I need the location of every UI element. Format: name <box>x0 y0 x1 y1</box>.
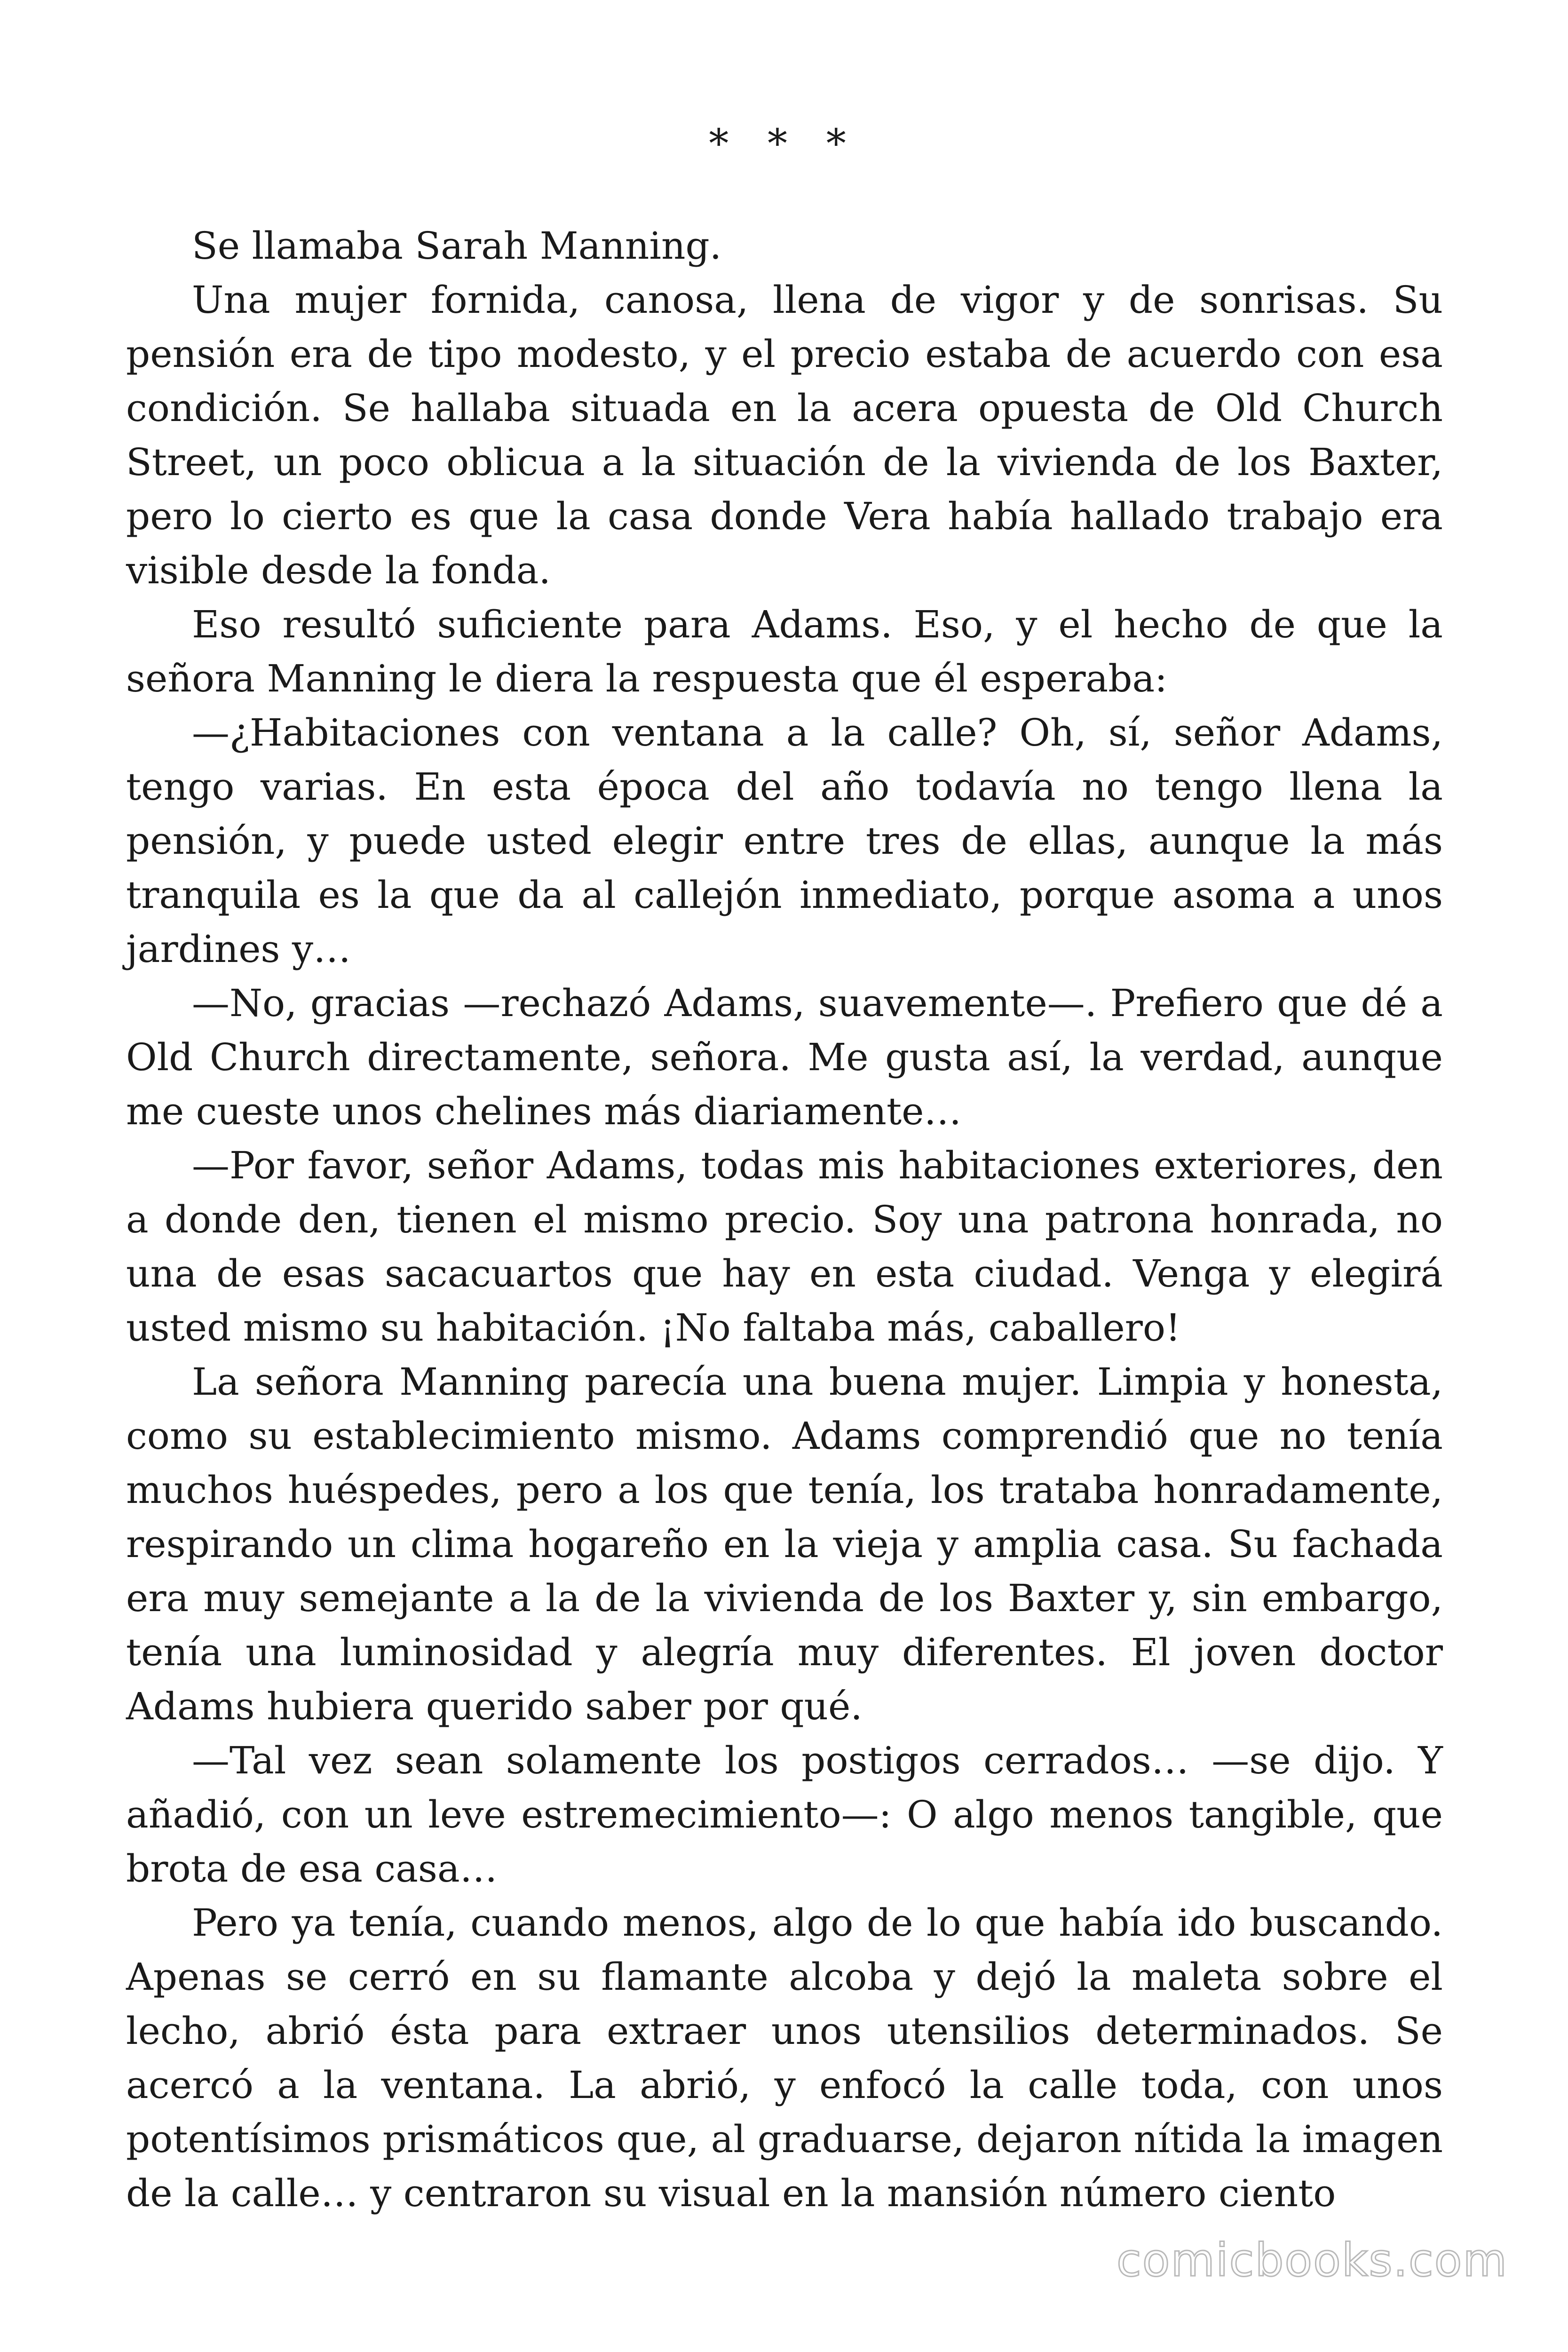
body-text <box>126 219 1443 2220</box>
watermark: comicbooks.com <box>1116 2234 1508 2287</box>
paragraph: Eso resultó suficiente para Adams. Eso, y el hecho de que la señora Manning le diera la respuesta que él esperaba: <box>126 603 1443 700</box>
paragraph: Se llamaba Sarah Manning. <box>192 224 722 268</box>
paragraph: —No, gracias —rechazó Adams, suavemente—. Prefiero que dé a Old Church directamente, señora. Me gusta así, la verdad, aunque me cueste unos chelines más diariamente… <box>126 981 1443 1133</box>
paragraph: Pero ya tenía, cuando menos, algo de lo que había ido buscando. Apenas se cerró en su flamante alcoba y dejó la maleta sobre el lecho, abrió ésta para extraer unos utensilios determinados. Se acercó a la ventana. La abrió, y enfocó la calle toda, con unos potentísimos prismáticos que, al graduarse, dejaron nítida la imagen de la calle… y centraron su visual en la mansión número ciento <box>126 1901 1443 2215</box>
section-separator: * * * <box>709 120 859 167</box>
paragraph: —Tal vez sean solamente los postigos cerrados… —se dijo. Y añadió, con un leve estremecimiento—: O algo menos tangible, que brota de esa casa… <box>126 1739 1443 1891</box>
paragraph: —Por favor, señor Adams, todas mis habitaciones exteriores, den a donde den, tienen el mismo precio. Soy una patrona honrada, no una de esas sacacuartos que hay en esta ciudad. Venga y elegirá usted mismo su habitación. ¡No faltaba más, caballero! <box>126 1144 1443 1350</box>
paragraph: La señora Manning parecía una buena mujer. Limpia y honesta, como su establecimiento mismo. Adams comprendió que no tenía muchos huéspedes, pero a los que tenía, los trataba honradamente, respirando un clima hogareño en la vieja y amplia casa. Su fachada era muy semejante a la de la vivienda de los Baxter y, sin embargo, tenía una luminosidad y alegría muy diferentes. El joven doctor Adams hubiera querido saber por qué. <box>126 1360 1443 1728</box>
paragraph: Una mujer fornida, canosa, llena de vigor y de sonrisas. Su pensión era de tipo modesto, y el precio estaba de acuerdo con esa condición. Se hallaba situada en la acera opuesta de Old Church Street, un poco oblicua a la situación de la vivienda de los Baxter, pero lo cierto es que la casa donde Vera había hallado trabajo era visible desde la fonda. <box>126 278 1443 592</box>
paragraph: —¿Habitaciones con ventana a la calle? Oh, sí, señor Adams, tengo varias. En esta época del año todavía no tengo llena la pensión, y puede usted elegir entre tres de ellas, aunque la más tranquila es la que da al callejón inmediato, porque asoma a unos jardines y… <box>126 711 1443 971</box>
